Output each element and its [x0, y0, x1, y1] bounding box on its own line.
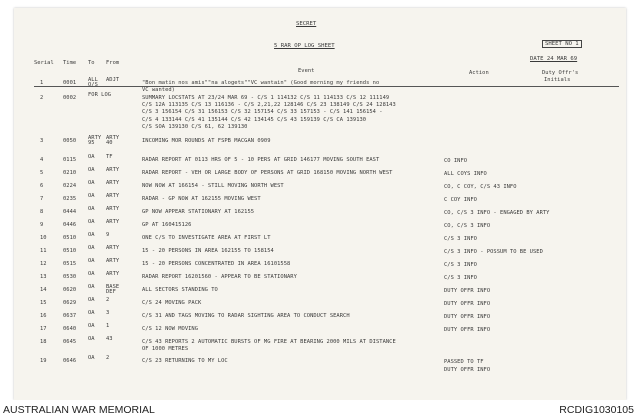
row-to: OA: [88, 258, 95, 264]
col-time: Time: [63, 60, 77, 66]
col-initials: Initials: [544, 77, 571, 83]
col-to: To: [88, 60, 95, 66]
row-to: FOR LOG: [88, 92, 112, 98]
sheet-title: 5 RAR OP LOG SHEET: [274, 43, 335, 49]
row-to: OA: [88, 154, 95, 160]
row-action: DUTY OFFR INFO: [444, 288, 491, 294]
row-time: 0001: [63, 80, 77, 86]
row-to: OA: [88, 336, 95, 342]
row-serial: 13: [40, 274, 47, 280]
row-to: OA: [88, 310, 95, 316]
row-from: TF: [106, 154, 113, 160]
row-time: 0235: [63, 196, 77, 202]
footer-reference: RCDIG1030105: [559, 404, 634, 416]
row-from: ADJT: [106, 77, 120, 83]
row-event-line: 15 - 20 PERSONS CONCENTRATED IN AREA 16101558: [142, 261, 291, 267]
row-serial: 18: [40, 339, 47, 345]
row-serial: 12: [40, 261, 47, 267]
row-event-line: C/S 43 REPORTS 2 AUTOMATIC BURSTS OF MG FIRE AT BEARING 2000 MILS AT DISTANCE: [142, 339, 396, 345]
row-action: DUTY OFFR INFO: [444, 327, 491, 333]
archive-footer: [0, 400, 640, 419]
row-event-line: C/S 31 AND TAGS MOVING TO RADAR SIGHTING AREA TO CONDUCT SEARCH: [142, 313, 350, 319]
row-time: 0210: [63, 170, 77, 176]
row-action: ALL COYS INFO: [444, 171, 487, 177]
row-from: BASE DEF: [106, 284, 120, 295]
row-serial: 14: [40, 287, 47, 293]
row-from: ARTY 40: [106, 135, 120, 146]
row-event-line: C/S 4 133144 C/S 41 135144 C/S 42 134145 C/S 43 159139 C/S CA 139130: [142, 116, 367, 123]
secret-marking: SECRET: [296, 21, 317, 27]
row-event-line: C/S 3 156154 C/S 31 156153 C/S 32 157154 C/S 33 157153 - C/S 141 156154 -: [142, 109, 383, 116]
row-serial: 10: [40, 235, 47, 241]
row-from: 43: [106, 336, 113, 342]
row-action: CO INFO: [444, 158, 468, 164]
row-to: OA: [88, 206, 95, 212]
row-serial: 16: [40, 313, 47, 319]
row-to: OA: [88, 193, 95, 199]
row-action: DUTY OFFR INFO: [444, 301, 491, 307]
row-event-line: "Bon matin nos amis""na alogets""VC wantain" (Good morning my friends no: [142, 80, 380, 86]
row-time: 0620: [63, 287, 77, 293]
row-time: 0629: [63, 300, 77, 306]
row-event-line: VC wanted): [142, 87, 175, 94]
row-event-line: SUMMARY LOCSTATS AT 23/24 MAR 69 - C/S 1 114132 C/S 11 114133 C/S 12 111149: [142, 95, 390, 101]
row-from: ARTY: [106, 219, 120, 225]
row-time: 0510: [63, 235, 77, 241]
row-action: CO, C/S 3 INFO - ENGAGED BY ARTY: [444, 210, 550, 216]
row-from: ARTY: [106, 271, 120, 277]
row-event-line: RADAR REPORT 16201560 - APPEAR TO BE STATIONARY: [142, 274, 297, 280]
row-to: OA: [88, 219, 95, 225]
row-event-line: C/S 24 MOVING PACK: [142, 300, 202, 306]
col-serial: Serial: [34, 60, 54, 66]
row-from: 2: [106, 297, 110, 303]
row-event-line: C/S 12A 113135 C/S 13 116136 - C/S 2,21,22 128146 C/S 23 138149 C/S 24 128143: [142, 102, 396, 109]
row-event-line: C/S 23 RETURNING TO MY LOC: [142, 358, 228, 364]
row-time: 0530: [63, 274, 77, 280]
row-from: ARTY: [106, 258, 120, 264]
row-to: OA: [88, 271, 95, 277]
row-serial: 3: [40, 138, 44, 144]
row-from: ARTY: [106, 167, 120, 173]
row-event-line: GP AT 160415126: [142, 222, 192, 228]
row-to: OA: [88, 284, 95, 290]
row-action: C/S 3 INFO - POSSUM TO BE USED: [444, 249, 543, 255]
row-from: ARTY: [106, 206, 120, 212]
row-to: ARTY 95: [88, 135, 102, 146]
row-time: 0224: [63, 183, 77, 189]
row-time: 0645: [63, 339, 77, 345]
row-to: OA: [88, 245, 95, 251]
row-serial: 6: [40, 183, 44, 189]
row-action: DUTY OFFR INFO: [444, 314, 491, 320]
row-from: ARTY: [106, 180, 120, 186]
row-time: 0050: [63, 138, 77, 144]
footer-institution: AUSTRALIAN WAR MEMORIAL: [3, 404, 155, 416]
row-to: OA: [88, 297, 95, 303]
row-time: 0640: [63, 326, 77, 332]
row-event-line: OF 1000 METRES: [142, 346, 189, 353]
row-event-line: C/S 12 NOW MOVING: [142, 326, 199, 332]
row-event-line: ONE C/S TO INVESTIGATE AREA AT FIRST LT: [142, 235, 271, 241]
row-action: C/S 3 INFO: [444, 236, 477, 242]
col-duty-offr: Duty Offr's: [542, 70, 579, 76]
row-to: OA: [88, 232, 95, 238]
row-event-line: NOW NOW AT 166154 - STILL MOVING NORTH WEST: [142, 183, 284, 189]
row-serial: 5: [40, 170, 44, 176]
row-serial: 17: [40, 326, 47, 332]
row-time: 0444: [63, 209, 77, 215]
row-event-line: INCOMING MOR ROUNDS AT FSPB MACGAN 0909: [142, 138, 271, 144]
row-from: 1: [106, 323, 110, 329]
col-action: Action: [469, 70, 489, 76]
col-from: From: [106, 60, 120, 66]
row-time: 0115: [63, 157, 77, 163]
row-action: C/S 3 INFO: [444, 262, 477, 268]
col-event: Event: [298, 68, 315, 74]
row-from: 3: [106, 310, 110, 316]
header-rule: [34, 86, 619, 87]
row-from: ARTY: [106, 245, 120, 251]
log-sheet: [14, 8, 626, 400]
row-time: 0510: [63, 248, 77, 254]
row-from: ARTY: [106, 193, 120, 199]
sheet-date: DATE 24 MAR 69: [530, 56, 578, 62]
row-action: C COY INFO: [444, 197, 477, 203]
sheet-number: SHEET NO 1: [542, 40, 582, 48]
row-event-line: RADAR REPORT AT 0113 HRS OF 5 - 10 PERS AT GRID 146177 MOVING SOUTH EAST: [142, 157, 380, 163]
row-event-line: RADAR REPORT - VEH OR LARGE BODY OF PERSONS AT GRID 168150 MOVING NORTH WEST: [142, 170, 393, 176]
row-action: PASSED TO TF DUTY OFFR INFO: [444, 359, 491, 373]
row-event-line: RADAR - GP NOW AT 162155 MOVING WEST: [142, 196, 261, 202]
row-from: 2: [106, 355, 110, 361]
row-time: 0446: [63, 222, 77, 228]
row-serial: 4: [40, 157, 44, 163]
row-time: 0637: [63, 313, 77, 319]
row-to: ALL O/S: [88, 77, 98, 88]
row-serial: 7: [40, 196, 44, 202]
row-event-line: C/S SOA 139130 C/S 61, 62 139130: [142, 123, 248, 130]
row-serial: 11: [40, 248, 47, 254]
row-serial: 1: [40, 80, 44, 86]
row-serial: 9: [40, 222, 44, 228]
row-time: 0646: [63, 358, 77, 364]
row-time: 0515: [63, 261, 77, 267]
row-from: 9: [106, 232, 110, 238]
row-action: CO, C COY, C/S 43 INFO: [444, 184, 517, 190]
row-to: OA: [88, 180, 95, 186]
row-event-line: ALL SECTORS STANDING TO: [142, 287, 218, 293]
row-action: CO, C/S 3 INFO: [444, 223, 491, 229]
row-to: OA: [88, 355, 95, 361]
row-serial: 2: [40, 95, 44, 101]
row-to: OA: [88, 167, 95, 173]
row-event-line: GP NOW APPEAR STATIONARY AT 162155: [142, 209, 255, 215]
row-action: C/S 3 INFO: [444, 275, 477, 281]
row-to: OA: [88, 323, 95, 329]
row-serial: 19: [40, 358, 47, 364]
row-serial: 15: [40, 300, 47, 306]
row-time: 0002: [63, 95, 77, 101]
row-event-line: 15 - 20 PERSONS IN AREA 162155 TO 158154: [142, 248, 274, 254]
row-serial: 8: [40, 209, 44, 215]
